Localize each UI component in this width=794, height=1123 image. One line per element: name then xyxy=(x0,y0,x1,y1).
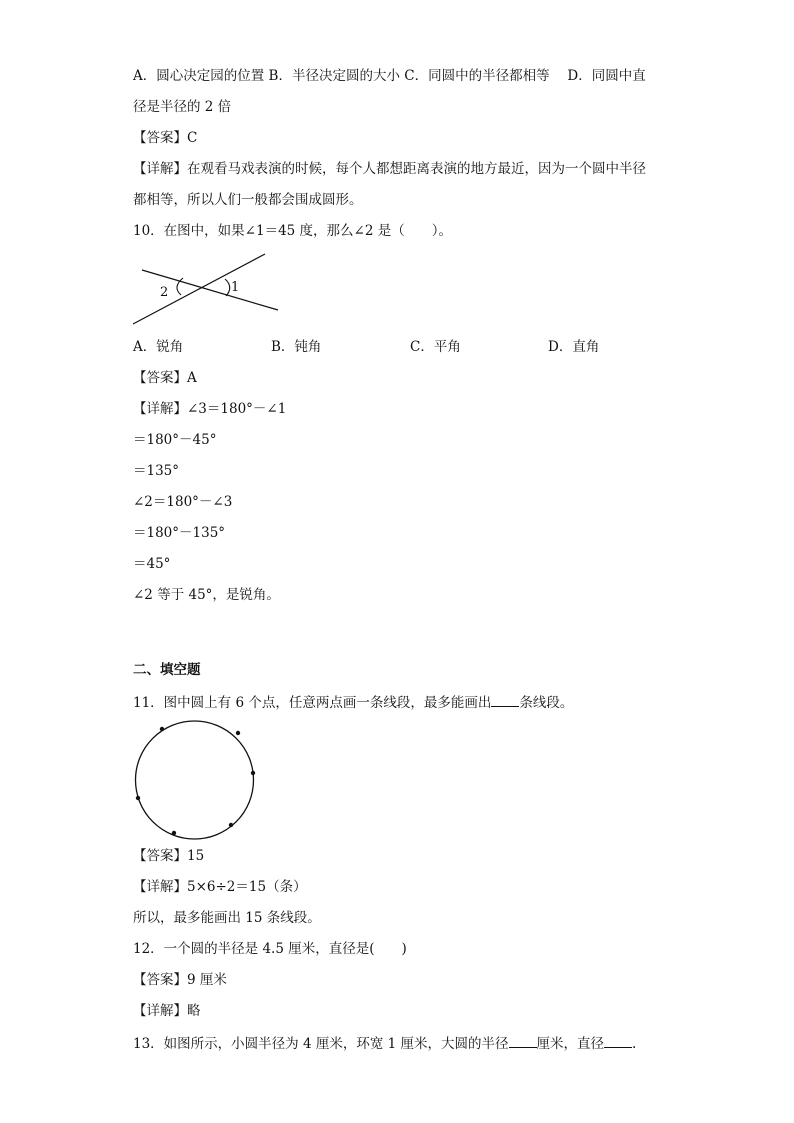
q11-circle xyxy=(136,721,254,839)
q10-detail-line-6: ＝45° xyxy=(133,556,171,572)
q11-detail-1: 【详解】5×6÷2＝15（条） xyxy=(133,879,307,895)
q10-detail-line-1: 【详解】∠3＝180°－∠1 xyxy=(133,401,287,417)
q10-answer: 【答案】A xyxy=(133,370,197,386)
q9-answer: 【答案】C xyxy=(133,130,198,146)
q10-detail-line-4: ∠2＝180°－∠3 xyxy=(133,494,233,510)
q10-detail-line-5: ＝180°－135° xyxy=(133,525,226,541)
q10-question: 10．在图中，如果∠1＝45 度，那么∠2 是（ ）。 xyxy=(133,223,452,239)
q10-angle-1-arc xyxy=(225,279,230,296)
section-title: 二、填空题 xyxy=(133,662,201,678)
q11-detail-2: 所以，最多能画出 15 条线段。 xyxy=(133,910,321,926)
q11-point-2 xyxy=(236,731,240,735)
q10-option-c: C．平角 xyxy=(410,339,461,355)
q13-radius-blank xyxy=(509,1033,537,1048)
q11-circle-figure xyxy=(130,720,260,842)
q9-options-line-2: 径是半径的 2 倍 xyxy=(133,99,232,115)
q11-question-text-a: 11．图中圆上有 6 个点，任意两点画一条线段，最多能画出 xyxy=(133,695,492,711)
q13-question-text-c: . xyxy=(632,1036,637,1052)
q9-detail-1: 【详解】在观看马戏表演的时候，每个人都想距离表演的地方最近，因为一个圆中半径 xyxy=(133,161,646,177)
q11-point-6 xyxy=(136,796,140,800)
q11-point-3 xyxy=(251,771,255,775)
q12-detail: 【详解】略 xyxy=(133,1003,201,1019)
q12-answer: 【答案】9 厘米 xyxy=(133,972,227,988)
q13-question-text-b: 厘米，直径 xyxy=(536,1036,605,1052)
q10-option-b: B．钝角 xyxy=(271,339,322,355)
q11-answer: 【答案】15 xyxy=(133,848,205,864)
q9-options-line: A．圆心决定园的位置 B．半径决定圆的大小 C．同圆中的半径都相等 D．同圆中直 xyxy=(133,68,646,84)
q13-diameter-blank xyxy=(604,1033,632,1048)
q11-answer-blank xyxy=(491,692,519,707)
q10-angle-2-label: 2 xyxy=(160,285,169,300)
q11-point-1 xyxy=(160,727,164,731)
q11-point-4 xyxy=(229,823,233,827)
q10-detail-line-3: ＝135° xyxy=(133,463,180,479)
q12-question: 12．一个圆的半径是 4.5 厘米，直径是( ) xyxy=(133,941,407,957)
q10-detail-line-7: ∠2 等于 45°，是锐角。 xyxy=(133,587,280,603)
q10-line-a xyxy=(133,254,265,324)
q11-question xyxy=(133,692,573,712)
q13-question-text-a: 13．如图所示，小圆半径为 4 厘米，环宽 1 厘米，大圆的半径 xyxy=(133,1036,509,1052)
q10-option-d: D．直角 xyxy=(548,339,600,355)
q10-angle-1-label: 1 xyxy=(231,280,240,295)
q9-detail-2: 都相等，所以人们一般都会围成圆形。 xyxy=(133,192,363,208)
q11-question-text-b: 条线段。 xyxy=(519,695,574,711)
q10-option-a: A．锐角 xyxy=(133,339,184,355)
q10-intersecting-lines-figure xyxy=(128,250,288,328)
q13-question xyxy=(133,1033,636,1053)
q10-detail-line-2: ＝180°－45° xyxy=(133,432,217,448)
q11-point-5 xyxy=(172,831,176,835)
